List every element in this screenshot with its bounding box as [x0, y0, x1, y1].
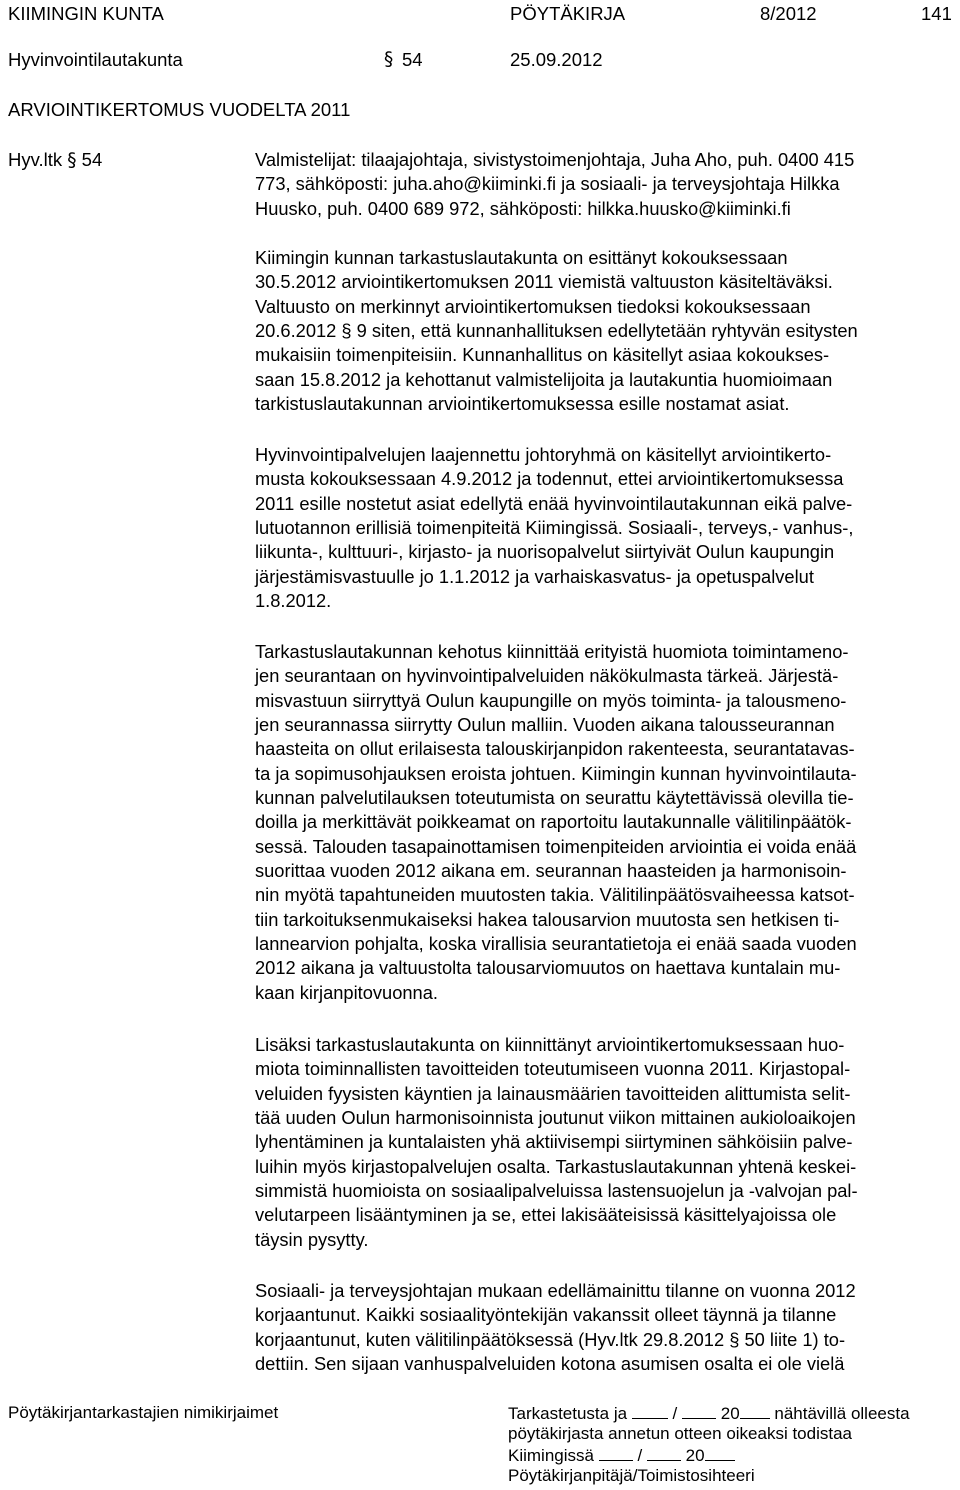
text-line: velutarpeen lisääntyminen ja se, ettei lakisääteisissä käsittelyajoissa ole: [255, 1204, 837, 1226]
text-line: 1.8.2012.: [255, 590, 332, 612]
text-line: Hyvinvointipalvelujen laajennettu johtoryhmä on käsitellyt arviointikerto-: [255, 444, 832, 465]
footer-verification-line: [508, 1402, 910, 1425]
footer-date-slash: /: [672, 1404, 678, 1423]
text-line: Valmistelijat: tilaajajohtaja, sivistystoimenjohtaja, Juha Aho, puh. 0400 415: [255, 149, 855, 170]
section-ref-number: 54: [81, 149, 103, 170]
text-line: tää uuden Oulun harmonisoinnista joutunut viikon mittainen aukioloaikojen: [255, 1107, 856, 1129]
text-line: tiin tarkoituksenmukaiseksi hakea talousarvion muutosta sen hetkisen ti-: [255, 908, 840, 930]
text-line: saan 15.8.2012 ja kehottanut valmistelijoita ja lautakuntia huomioimaan: [255, 368, 833, 390]
section-number: 54: [402, 49, 423, 70]
footer-secretary-label: Pöytäkirjanpitäjä/Toimistosihteeri: [508, 1466, 755, 1485]
text-line: doilla ja merkittävät poikkeamat on raportoitu lautakunnalle välitilinpäätök-: [255, 811, 852, 833]
meeting-date: 25.09.2012: [510, 49, 603, 70]
paragraph-social-services: [255, 1279, 955, 1376]
text-line: kaan kirjanpitovuonna.: [255, 981, 438, 1003]
document-number: 8/2012: [760, 3, 817, 24]
text-line: liikunta-, kulttuuri-, kirjasto- ja nuorisopalvelut siirtyivät Oulun kaupungin: [255, 541, 835, 563]
footer-certification-line: pöytäkirjasta annetun otteen oikeaksi todistaa: [508, 1424, 853, 1443]
text-line: nin myötä tapahtuneiden muutosten takia. Välitilinpäätösvaiheessa katsot-: [255, 884, 855, 906]
section-ref-symbol: §: [67, 150, 77, 171]
text-line: suorittaa vuoden 2012 aikana em. seurannan haasteiden ja harmonisoin-: [255, 860, 847, 882]
text-line: haasteita on ollut erilaisesta talouskirjanpidon rakenteesta, seurantatavas-: [255, 738, 855, 760]
text-line: misvastuun siirryttyä Oulun kaupungille on myös toiminta- ja talousmeno-: [255, 689, 847, 711]
section-symbol: §: [384, 49, 394, 70]
text-line: lyhentäminen ja kuntalaisten yhä aktiivisempi siirtyminen sähköisiin palve-: [255, 1131, 853, 1153]
text-line: Huusko, puh. 0400 689 972, sähköposti: hilkka.huusko@kiiminki.fi: [255, 197, 791, 219]
text-line: Lisäksi tarkastuslautakunta on kiinnittänyt arviointikertomuksessaan huo-: [255, 1034, 845, 1055]
text-line: jen seurannassa siirrytty Oulun malliin. Vuoden aikana talousseurannan: [255, 714, 835, 736]
text-line: Sosiaali- ja terveysjohtajan mukaan edellämainittu tilanne on vuonna 2012: [255, 1280, 856, 1301]
text-line: Valtuusto on merkinnyt arviointikertomuksen tiedoksi kokouksessaan: [255, 295, 811, 317]
text-line: 30.5.2012 arviointikertomuksen 2011 viemistä valtuuston käsiteltäväksi.: [255, 271, 833, 293]
text-line: veluiden fyysisten käyntien ja lainausmäärien tavoitteiden alittumista selit-: [255, 1082, 851, 1104]
text-line: 2012 aikana ja valtuustolta talousarviomuutos on haettava kuntalain mu-: [255, 957, 841, 979]
text-line: miota toiminnallisten tavoitteiden toteutumiseen vuonna 2011. Kirjastopal-: [255, 1058, 851, 1080]
text-line: mukaisiin toimenpiteisiin. Kunnanhallitus on käsitellyt asiaa kokoukses-: [255, 344, 830, 366]
footer-year-blank: [740, 1402, 770, 1419]
footer-place-day-blank: [599, 1444, 633, 1461]
footer-place-year-prefix: 20: [685, 1446, 705, 1465]
text-line: Tarkastuslautakunnan kehotus kiinnittää erityistä huomiota toimintameno-: [255, 641, 849, 662]
footer-verified-prefix: Tarkastetusta ja: [508, 1404, 628, 1423]
text-line: tarkistuslautakunnan arviointikertomuksessa esille nostamat asiat.: [255, 393, 790, 415]
footer-place-line: [508, 1444, 735, 1467]
text-line: sessä. Talouden tasapainottamisen toimenpiteiden arviointia ei voida enää: [255, 835, 857, 857]
text-line: 2011 esille nostetut asiat edellytä enää hyvinvointilautakunnan eikä palve-: [255, 492, 853, 514]
text-line: lutuotannon erillisiä toimenpiteitä Kiimingissä. Sosiaali-, terveys,- vanhus-,: [255, 517, 854, 539]
text-line: korjaantunut, kuten välitilinpäätöksessä (Hyv.ltk 29.8.2012 § 50 liite 1) to-: [255, 1328, 846, 1350]
text-line: luihin myös kirjastopalvelujen osalta. Tarkastuslautakunnan yhtenä keskei-: [255, 1155, 857, 1177]
footer-year-prefix: 20: [720, 1404, 740, 1423]
footer-place-year-blank: [705, 1444, 735, 1461]
paragraph-audit-committee: [255, 246, 955, 416]
footer-place-month-blank: [647, 1444, 681, 1461]
municipality-name: KIIMINGIN KUNTA: [8, 3, 164, 24]
page-number: 141: [921, 3, 952, 24]
text-line: kunnan palvelutilauksen toteutumista on seurattu käytettävissä olevilla tie-: [255, 787, 854, 809]
text-line: korjaantunut. Kaikki sosiaalityöntekijän vakanssit olleet täynnä ja tilanne: [255, 1304, 837, 1326]
footer-day-blank: [632, 1402, 668, 1419]
section-ref-prefix: Hyv.ltk: [8, 149, 63, 170]
text-line: Kiimingin kunnan tarkastuslautakunta on esittänyt kokouksessaan: [255, 247, 788, 268]
text-line: järjestämisvastuulle jo 1.1.2012 ja varhaiskasvatus- ja opetuspalvelut: [255, 565, 814, 587]
footer-month-blank: [682, 1402, 716, 1419]
text-line: dettiin. Sen sijaan vanhuspalveluiden kotona asumisen osalta ei ole vielä: [255, 1353, 845, 1375]
committee-name: Hyvinvointilautakunta: [8, 49, 183, 70]
paragraph-preparers: [255, 148, 955, 221]
text-line: simmistä huomioista on sosiaalipalveluissa lastensuojelun ja -valvojan pal-: [255, 1180, 858, 1202]
text-line: täysin pysytty.: [255, 1228, 369, 1250]
paragraph-operational-goals: [255, 1033, 955, 1252]
text-line: jen seurantaan on hyvinvointipalveluiden näkökulmasta tärkeä. Järjestä-: [255, 665, 839, 687]
document-title: ARVIOINTIKERTOMUS VUODELTA 2011: [8, 99, 351, 120]
text-line: musta kokouksessaan 4.9.2012 ja todennut, ettei arviointikertomuksessa: [255, 468, 844, 490]
text-line: ta ja sopimusohjauksen eroista johtuen. Kiimingin kunnan hyvinvointilauta-: [255, 762, 857, 784]
footer-place: Kiimingissä: [508, 1446, 594, 1465]
document-type: PÖYTÄKIRJA: [510, 3, 626, 24]
footer-initials-label: Pöytäkirjantarkastajien nimikirjaimet: [8, 1403, 279, 1422]
footer-place-slash: /: [637, 1446, 643, 1465]
text-line: 773, sähköposti: juha.aho@kiiminki.fi ja sosiaali- ja terveysjohtaja Hilkka: [255, 173, 840, 195]
footer-verified-suffix: nähtävillä olleesta: [774, 1404, 910, 1423]
paragraph-management-group: [255, 443, 955, 613]
text-line: lannearvion pohjalta, koska virallisia seurantatietoja ei enää saada vuoden: [255, 933, 857, 955]
text-line: 20.6.2012 § 9 siten, että kunnanhallituksen edellytetään ryhtyvän esitysten: [255, 320, 858, 342]
section-reference: [8, 148, 102, 173]
paragraph-expense-monitoring: [255, 640, 955, 1005]
